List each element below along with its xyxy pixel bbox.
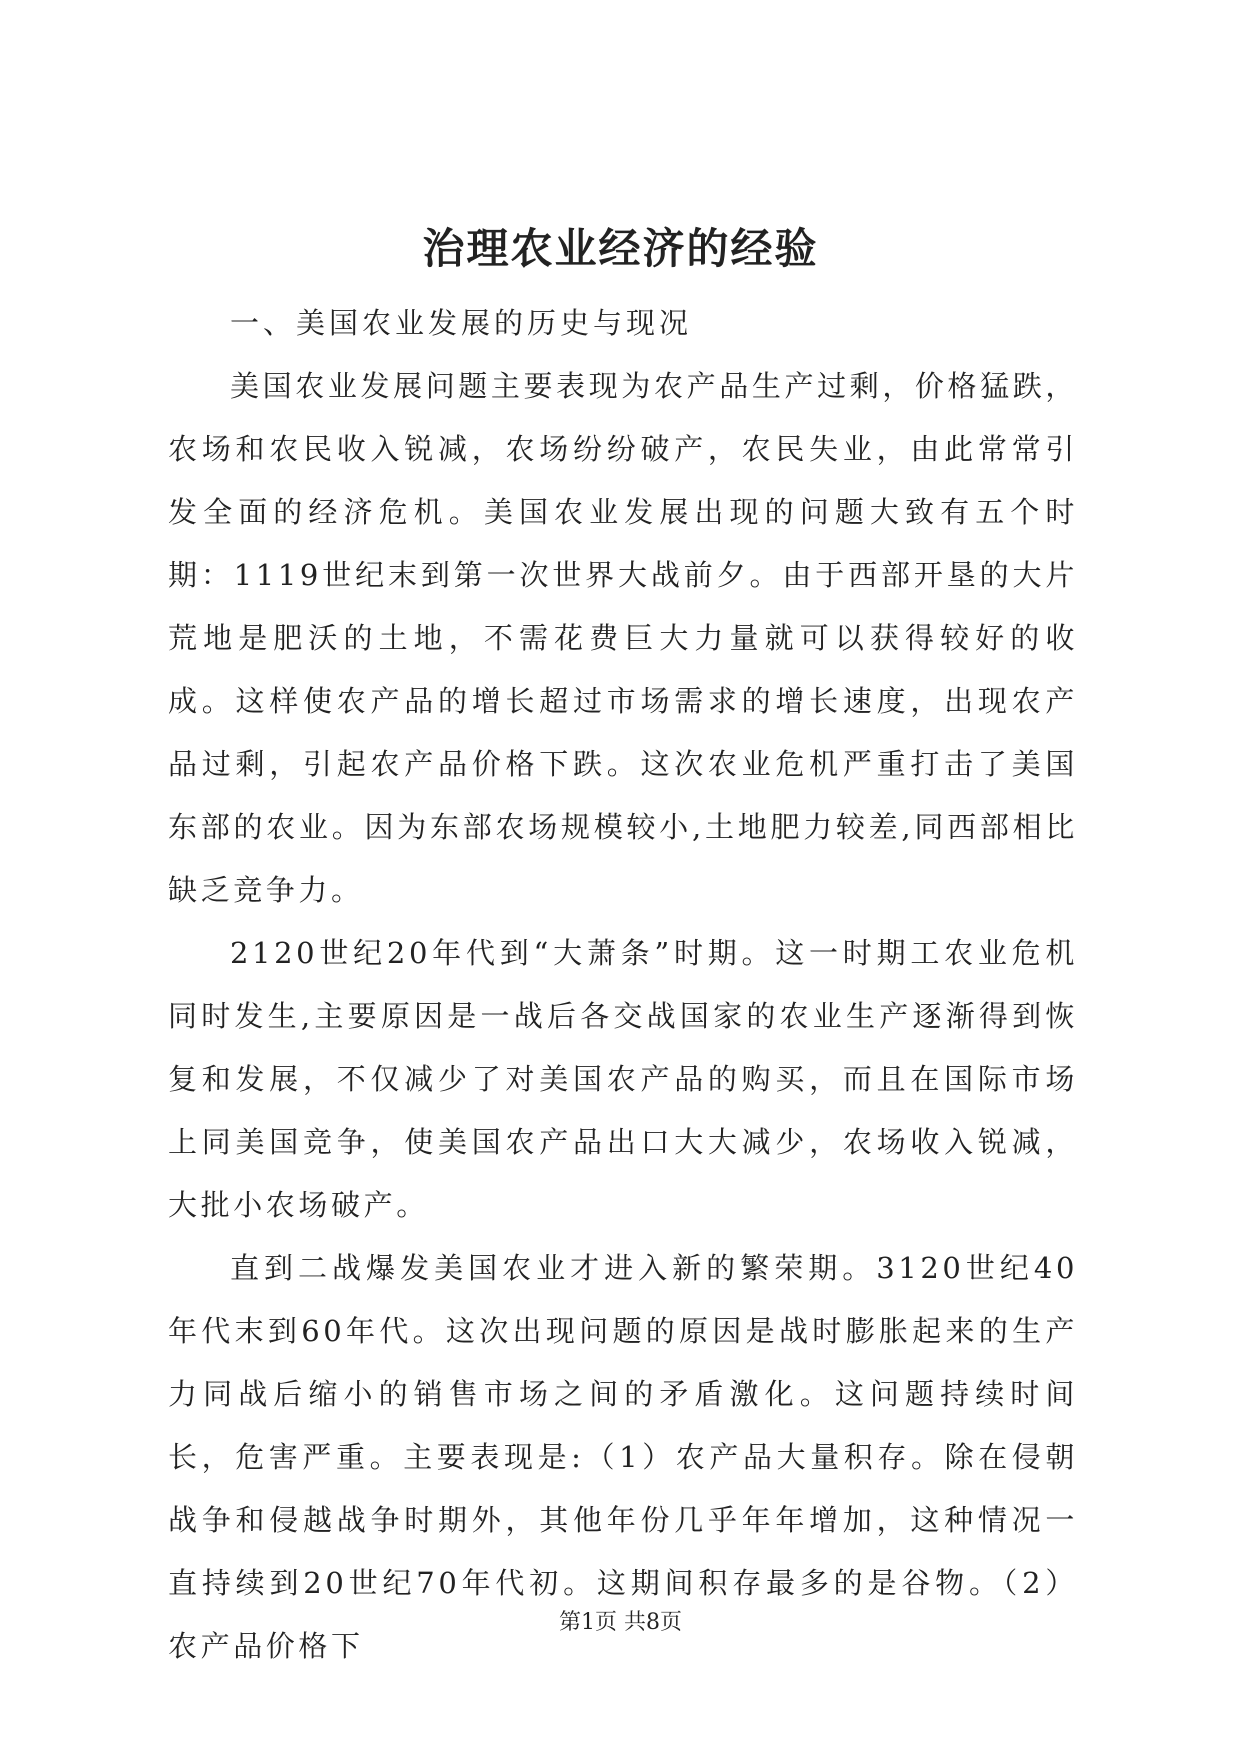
page-title: 治理农业经济的经验 <box>422 224 819 273</box>
page-number-footer: 第1页 共8页 <box>559 1610 682 1635</box>
section-heading: 一、美国农业发展的历史与现况 <box>230 306 693 340</box>
paragraph-3: 直到二战爆发美国农业才进入新的繁荣期。3120世纪40年代末到60年代。这次出现问题的原因是战时膨胀起来的生产力同战后缩小的销售市场之间的矛盾激化。这问题持续时间长，危害严重。主要表现是:（1）农产品大量积存。除在侵朝战争和侵越战争时期外，其他年份几乎年年增加，这种情况一直持续到20世纪70年代初。这期间积存最多的是谷物。（2）农产品价格下 <box>168 1251 1078 1663</box>
paragraph-2: 2120世纪20年代到“大萧条”时期。这一时期工农业危机同时发生,主要原因是一战后各交战国家的农业生产逐渐得到恢复和发展，不仅减少了对美国农产品的购买，而且在国际市场上同美国竞争，使美国农产品出口大大减少，农场收入锐减，大批小农场破产。 <box>168 936 1078 1222</box>
document-body <box>168 292 1078 1678</box>
paragraph-1: 美国农业发展问题主要表现为农产品生产过剩，价格猛跌，农场和农民收入锐减，农场纷纷破产，农民失业，由此常常引发全面的经济危机。美国农业发展出现的问题大致有五个时期：1119世纪末到第一次世界大战前夕。由于西部开垦的大片荒地是肥沃的土地，不需花费巨大力量就可以获得较好的收成。这样使农产品的增长超过市场需求的增长速度，出现农产品过剩，引起农产品价格下跌。这次农业危机严重打击了美国东部的农业。因为东部农场规模较小,土地肥力较差,同西部相比缺乏竞争力。 <box>168 369 1078 907</box>
